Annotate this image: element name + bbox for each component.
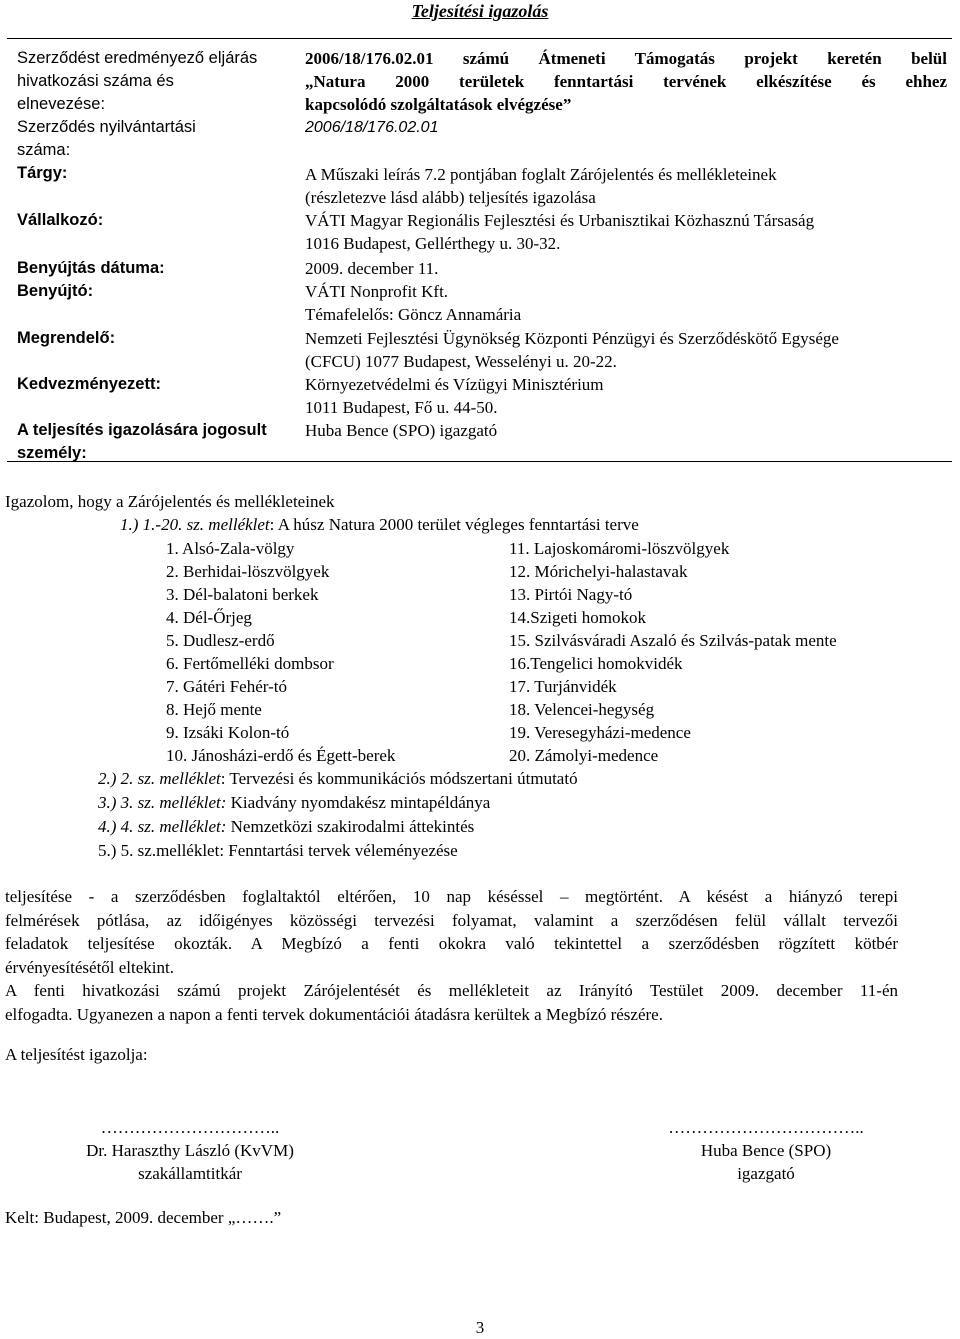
paragraph-line: érvényesítésétől eltekint. xyxy=(5,957,174,977)
header-table xyxy=(7,38,952,462)
signature-block-right xyxy=(616,1116,916,1185)
area-item: 16.Tengelici homokvidék xyxy=(509,654,683,673)
paragraph-line: A fenti hivatkozási számú projekt Zárójelentését és mellékleteit az Irányító Testület 2009. december 11-én xyxy=(5,981,898,1000)
annex-number: 3.) 3. sz. melléklet: xyxy=(98,793,227,812)
submitter-value-line: VÁTI Nonprofit Kft. xyxy=(305,282,449,301)
contractor-value xyxy=(305,209,947,255)
reg-label-line: száma: xyxy=(17,141,71,159)
annex-item xyxy=(98,791,578,815)
authorized-label-line: A teljesítés igazolására jogosult xyxy=(17,421,267,439)
areas-right-list xyxy=(509,537,837,767)
area-item: 19. Veresegyházi-medence xyxy=(509,723,691,742)
annex-1-number: 1.) 1.-20. sz. melléklet xyxy=(120,515,270,534)
area-item: 3. Dél-balatoni berkek xyxy=(166,585,319,604)
ref-label-line: elnevezése: xyxy=(17,95,106,113)
ref-label xyxy=(17,47,297,116)
area-item: 8. Hejő mente xyxy=(166,700,262,719)
client-label: Megrendelő: xyxy=(17,329,116,347)
ref-value-line: kapcsolódó szolgáltatások elvégzése” xyxy=(305,95,572,114)
page-number: 3 xyxy=(475,1318,485,1337)
areas-left-list xyxy=(166,537,395,767)
client-value xyxy=(305,327,947,373)
beneficiary-value-line: 1011 Budapest, Fő u. 44-50. xyxy=(305,398,498,417)
contractor-value-line: VÁTI Magyar Regionális Fejlesztési és Urbanisztikai Közhasznú Társaság xyxy=(305,211,815,230)
annex-item xyxy=(98,815,578,839)
reg-value: 2006/18/176.02.01 xyxy=(305,119,439,136)
annex-number: 2.) 2. sz. melléklet xyxy=(98,769,221,788)
subject-value xyxy=(305,163,947,209)
ref-value-line: 2006/18/176.02.01 számú Átmeneti Támogatás projekt keretén belül xyxy=(305,49,947,68)
area-item: 12. Mórichelyi-halastavak xyxy=(509,562,688,581)
annex-text: 5.) 5. sz.melléklet: Fenntartási tervek véleményezése xyxy=(98,841,458,860)
area-item: 10. Jánosházi-erdő és Égett-berek xyxy=(166,746,396,765)
area-item: 2. Berhidai-löszvölgyek xyxy=(166,562,330,581)
annex-1 xyxy=(120,513,639,536)
paragraph-line: feladatok teljesítése okozták. A Megbízó a fenti okokra való tekintettel a szerződésben rögzített kötbér xyxy=(5,934,898,953)
annex-number: 4.) 4. sz. melléklet: xyxy=(98,817,227,836)
area-item: 11. Lajoskomáromi-löszvölgyek xyxy=(509,539,730,558)
ref-label-line: Szerződést eredményező eljárás xyxy=(17,49,258,67)
signature-line: ………………………….. xyxy=(100,1118,280,1137)
annex-1-text: : A húsz Natura 2000 terület végleges fenntartási terve xyxy=(269,515,639,534)
certify-label: A teljesítést igazolja: xyxy=(5,1045,148,1064)
area-item: 20. Zámolyi-medence xyxy=(509,746,659,765)
annex-text: Nemzetközi szakirodalmi áttekintés xyxy=(226,817,475,836)
area-item: 14.Szigeti homokok xyxy=(509,608,646,627)
area-item: 17. Turjánvidék xyxy=(509,677,617,696)
authorized-label-line: személy: xyxy=(17,444,87,462)
area-item: 6. Fertőmelléki dombsor xyxy=(166,654,334,673)
date-value: 2009. december 11. xyxy=(305,259,439,278)
ref-value xyxy=(305,47,947,116)
area-item: 7. Gátéri Fehér-tó xyxy=(166,677,287,696)
paragraph-line: teljesítése - a szerződésben foglaltaktól eltérően, 10 nap késéssel – megtörtént. A késést a hiányzó terepi xyxy=(5,887,898,906)
submitter-value-line: Témafelelős: Göncz Annamária xyxy=(305,305,522,324)
page-title: Teljesítési igazolás xyxy=(411,1,549,21)
reg-label-line: Szerződés nyilvántartási xyxy=(17,118,196,136)
paragraph-line: felmérések pótlása, az időigényes közösségi tervezési folyamat, valamint a szerződésen felül vállalt tervezői xyxy=(5,910,898,930)
annex-text: Kiadvány nyomdakész mintapéldánya xyxy=(226,793,491,812)
area-item: 15. Szilvásváradi Aszaló és Szilvás-patak mente xyxy=(509,631,837,650)
signature-line: …………………………….. xyxy=(668,1118,864,1137)
beneficiary-value xyxy=(305,373,947,419)
client-value-line: (CFCU) 1077 Budapest, Wesselényi u. 20-22. xyxy=(305,352,617,371)
subject-value-line: (részletezve lásd alább) teljesítés igazolása xyxy=(305,188,596,207)
area-item: 1. Alsó-Zala-völgy xyxy=(166,539,295,558)
contractor-value-line: 1016 Budapest, Gellérthegy u. 30-32. xyxy=(305,234,561,253)
paragraph-line: elfogadta. Ugyanezen a napon a fenti tervek dokumentációi átadásra kerültek a Megbízó részére. xyxy=(5,1004,663,1024)
beneficiary-label: Kedvezményezett: xyxy=(17,375,161,393)
submitter-label: Benyújtó: xyxy=(17,282,94,300)
area-item: 5. Dudlesz-erdő xyxy=(166,631,275,650)
date-label: Benyújtás dátuma: xyxy=(17,259,165,277)
area-item: 18. Velencei-hegység xyxy=(509,700,655,719)
area-item: 9. Izsáki Kolon-tó xyxy=(166,723,290,742)
annex-list xyxy=(98,767,578,863)
annex-text: : Tervezési és kommunikációs módszertani útmutató xyxy=(220,769,578,788)
client-value-line: Nemzeti Fejlesztési Ügynökség Központi Pénzügyi és Szerződéskötő Egysége xyxy=(305,329,839,348)
reg-label xyxy=(17,116,297,162)
signer-name: Huba Bence (SPO) xyxy=(700,1141,832,1160)
annex-item xyxy=(98,839,578,863)
signer-name: Dr. Haraszthy László (KvVM) xyxy=(86,1141,294,1160)
signature-block-left xyxy=(40,1116,340,1185)
intro-text: Igazolom, hogy a Zárójelentés és mellékleteinek xyxy=(5,492,335,511)
area-item: 4. Dél-Őrjeg xyxy=(166,608,252,627)
paragraph-delay xyxy=(5,885,898,1026)
subject-label: Tárgy: xyxy=(17,164,68,182)
signer-role: igazgató xyxy=(737,1164,795,1183)
subject-value-line: A Műszaki leírás 7.2 pontjában foglalt Zárójelentés és mellékleteinek xyxy=(305,165,777,184)
beneficiary-value-line: Környezetvédelmi és Vízügyi Minisztérium xyxy=(305,375,604,394)
area-item: 13. Pirtói Nagy-tó xyxy=(509,585,633,604)
submitter-value xyxy=(305,280,947,326)
ref-label-line: hivatkozási száma és xyxy=(17,72,174,90)
signer-role: szakállamtitkár xyxy=(138,1164,242,1183)
date-place: Kelt: Budapest, 2009. december „…….” xyxy=(5,1208,282,1227)
ref-value-line: „Natura 2000 területek fenntartási tervének elkészítése és ehhez xyxy=(305,72,947,91)
authorized-label xyxy=(17,419,297,465)
contractor-label: Vállalkozó: xyxy=(17,211,104,229)
authorized-value: Huba Bence (SPO) igazgató xyxy=(305,421,498,440)
annex-item xyxy=(98,767,578,791)
